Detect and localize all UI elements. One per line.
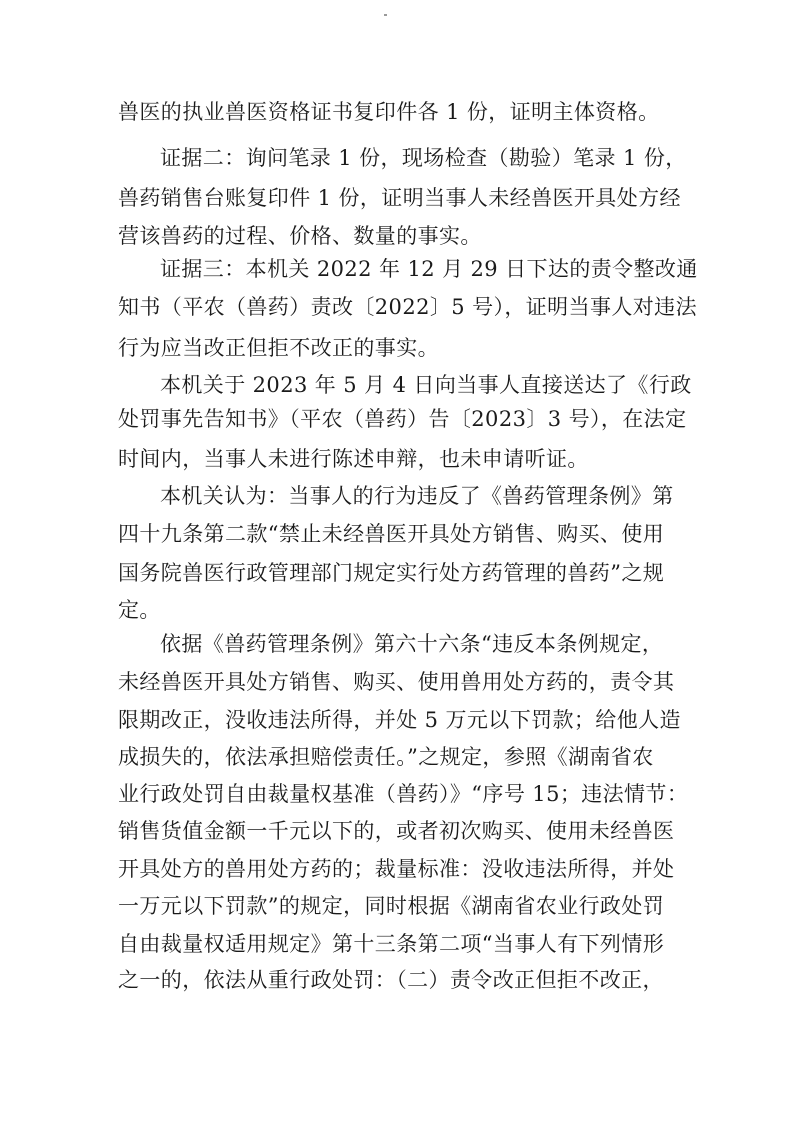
text-line: 销售货值金额一千元以下的，或者初次购买、使用未经兽医	[118, 819, 675, 843]
text-line: 营该兽药的过程、价格、数量的事实。	[118, 224, 482, 248]
text-line: 限期改正，没收违法所得，并处 5 万元以下罚款；给他人造	[118, 708, 681, 732]
text-line: 国务院兽医行政管理部门规定实行处方药管理的兽药”之规	[118, 561, 665, 585]
text-line: 本机关于 2023 年 5 月 4 日向当事人直接送达了《行政	[160, 373, 692, 397]
text-line: 兽药销售台账复印件 1 份，证明当事人未经兽医开具处方经	[118, 186, 681, 210]
text-line: 依据《兽药管理条例》第六十六条“违反本条例规定，	[160, 632, 664, 656]
text-line: 时间内，当事人未进行陈述申辩，也未申请听证。	[118, 447, 589, 471]
text-line: 开具处方的兽用处方药的；裁量标准：没收违法所得，并处	[118, 857, 675, 881]
text-line: 证据二：询问笔录 1 份，现场检查（勘验）笔录 1 份，	[160, 146, 687, 170]
text-line: 四十九条第二款“禁止未经兽医开具处方销售、购买、使用	[118, 522, 665, 546]
text-line: 一万元以下罚款”的规定，同时根据《湖南省农业行政处罚	[118, 894, 665, 918]
text-line: 行为应当改正但拒不改正的事实。	[118, 336, 439, 360]
text-line: 业行政处罚自由裁量权基准（兽药）》“序号 15；违法情节：	[118, 782, 689, 806]
text-line: 未经兽医开具处方销售、购买、使用兽用处方药的，责令其	[118, 670, 675, 694]
text-line: 处罚事先告知书》（平农（兽药）告〔2023〕3 号），在法定	[118, 407, 687, 431]
text-line: 自由裁量权适用规定》第十三条第二项“当事人有下列情形	[118, 932, 665, 956]
text-line: 证据三：本机关 2022 年 12 月 29 日下达的责令整改通	[160, 257, 698, 281]
page-mark	[384, 14, 387, 16]
text-line: 成损失的，依法承担赔偿责任。”之规定，参照《湖南省农	[118, 745, 654, 769]
text-line: 之一的，依法从重行政处罚：（二）责令改正但拒不改正，	[118, 968, 664, 992]
text-line: 知书（平农（兽药）责改〔2022〕5 号），证明当事人对违法	[118, 295, 697, 319]
text-line: 定。	[118, 598, 161, 622]
text-line: 本机关认为：当事人的行为违反了《兽药管理条例》第	[160, 484, 674, 508]
text-line: 兽医的执业兽医资格证书复印件各 1 份，证明主体资格。	[118, 100, 660, 124]
